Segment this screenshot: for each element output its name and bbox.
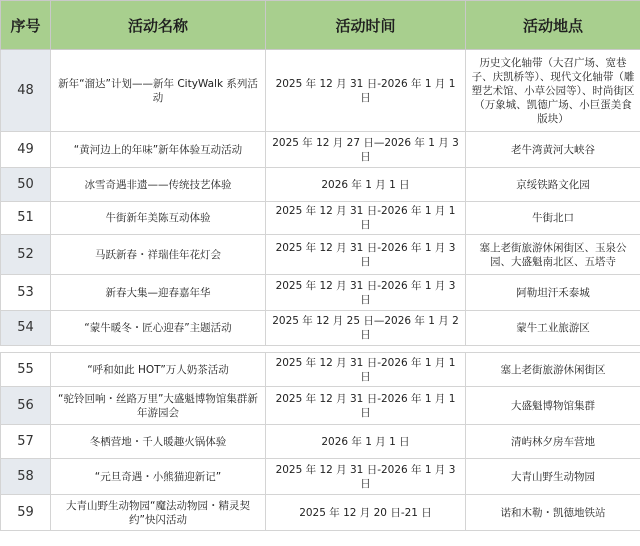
- table-row: [1, 202, 640, 235]
- row-activity-name: 马跃新春・祥瑞佳年花灯会: [51, 235, 266, 275]
- table-header-row: [1, 1, 640, 50]
- row-activity-time: 2025 年 12 月 27 日—2026 年 1 月 3 日: [266, 132, 466, 168]
- row-activity-name: “黄河边上的年味”新年体验互动活动: [51, 132, 266, 168]
- header-activity-place: 活动地点: [466, 1, 640, 50]
- row-index: 58: [1, 459, 51, 495]
- row-activity-time: 2025 年 12 月 31 日-2026 年 1 月 1 日: [266, 50, 466, 132]
- row-activity-time: 2026 年 1 月 1 日: [266, 425, 466, 459]
- row-activity-time: 2025 年 12 月 31 日-2026 年 1 月 3 日: [266, 235, 466, 275]
- table-row: [1, 311, 640, 346]
- row-index: 48: [1, 50, 51, 132]
- row-activity-place: 京绥铁路文化园: [466, 168, 640, 202]
- row-activity-name: 牛街新年美陈互动体验: [51, 202, 266, 235]
- header-activity-name: 活动名称: [51, 1, 266, 50]
- row-activity-time: 2025 年 12 月 31 日-2026 年 1 月 3 日: [266, 459, 466, 495]
- row-activity-time: 2026 年 1 月 1 日: [266, 168, 466, 202]
- row-activity-place: 大盛魁博物馆集群: [466, 387, 640, 425]
- row-activity-name: 冰雪奇遇非遗——传统技艺体验: [51, 168, 266, 202]
- table-row: [1, 353, 640, 387]
- table-row: [1, 387, 640, 425]
- row-activity-name: “蒙牛暖冬・匠心迎春”主题活动: [51, 311, 266, 346]
- row-activity-name: 新春大集—迎春嘉年华: [51, 275, 266, 311]
- row-index: 55: [1, 353, 51, 387]
- row-index: 56: [1, 387, 51, 425]
- row-index: 52: [1, 235, 51, 275]
- row-activity-name: “元旦奇遇・小熊猫迎新记”: [51, 459, 266, 495]
- row-index: 54: [1, 311, 51, 346]
- row-index: 51: [1, 202, 51, 235]
- row-activity-name: 大青山野生动物园“魔法动物园・精灵契约”快闪活动: [51, 495, 266, 531]
- row-activity-place: 牛街北口: [466, 202, 640, 235]
- row-activity-name: “驼铃回响・丝路万里”大盛魁博物馆集群新年游园会: [51, 387, 266, 425]
- row-activity-name: 新年“溜达”计划——新年 CityWalk 系列活动: [51, 50, 266, 132]
- header-index: 序号: [1, 1, 51, 50]
- row-activity-time: 2025 年 12 月 20 日-21 日: [266, 495, 466, 531]
- gap-cell: [1, 346, 640, 353]
- row-index: 53: [1, 275, 51, 311]
- row-activity-place: 塞上老街旅游休闲街区: [466, 353, 640, 387]
- row-activity-place: 诺和木勒・凯德地铁站: [466, 495, 640, 531]
- table-row: [1, 132, 640, 168]
- table-row: [1, 235, 640, 275]
- table-row: [1, 275, 640, 311]
- row-activity-place: 清屿林夕房车营地: [466, 425, 640, 459]
- row-activity-place: 阿勒坦汗禾泰城: [466, 275, 640, 311]
- table-row: [1, 425, 640, 459]
- row-activity-place: 塞上老街旅游休闲街区、玉泉公园、大盛魁南北区、五塔寺: [466, 235, 640, 275]
- row-activity-name: 冬栖营地・千人暖趣火锅体验: [51, 425, 266, 459]
- row-activity-time: 2025 年 12 月 31 日-2026 年 1 月 1 日: [266, 353, 466, 387]
- row-activity-time: 2025 年 12 月 31 日-2026 年 1 月 3 日: [266, 275, 466, 311]
- row-index: 59: [1, 495, 51, 531]
- row-activity-place: 蒙牛工业旅游区: [466, 311, 640, 346]
- row-activity-place: 历史文化轴带（大召广场、宽巷子、庆凯桥等）、现代文化轴带（雕塑艺术馆、小草公园等）、时尚街区（万象城、凯德广场、小巨蛋美食版块）: [466, 50, 640, 132]
- row-index: 50: [1, 168, 51, 202]
- row-activity-place: 大青山野生动物园: [466, 459, 640, 495]
- header-activity-time: 活动时间: [266, 1, 466, 50]
- row-activity-place: 老牛湾黄河大峡谷: [466, 132, 640, 168]
- table-row: [1, 168, 640, 202]
- row-activity-time: 2025 年 12 月 31 日-2026 年 1 月 1 日: [266, 387, 466, 425]
- row-index: 49: [1, 132, 51, 168]
- row-activity-name: “呼和如此 HOT”万人奶茶活动: [51, 353, 266, 387]
- table-row: [1, 495, 640, 531]
- table-row: [1, 50, 640, 132]
- row-activity-time: 2025 年 12 月 31 日-2026 年 1 月 1 日: [266, 202, 466, 235]
- table-row: [1, 459, 640, 495]
- row-index: 57: [1, 425, 51, 459]
- table-section-gap: [1, 346, 640, 353]
- row-activity-time: 2025 年 12 月 25 日—2026 年 1 月 2 日: [266, 311, 466, 346]
